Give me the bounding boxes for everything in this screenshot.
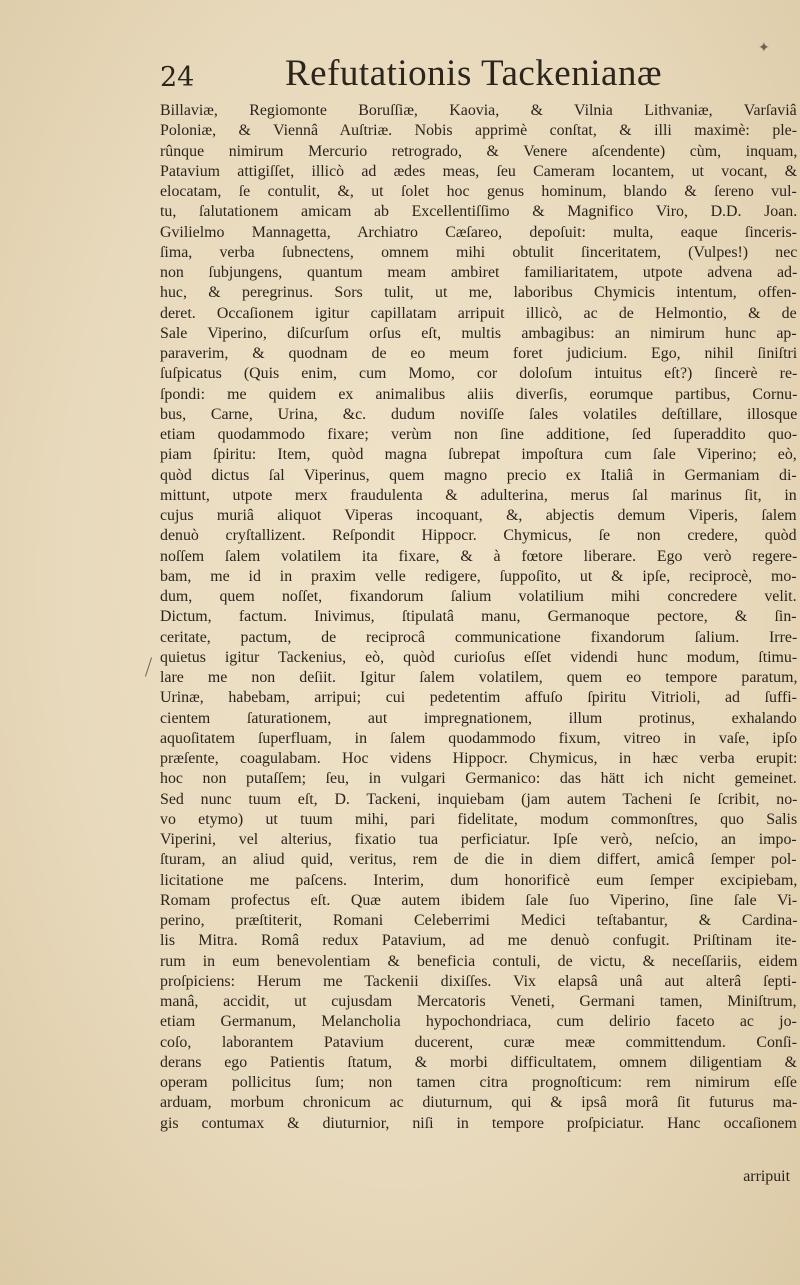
text-line: etiam quodammodo fixare; verùm non ſine additione, ſed ſuperaddito quo- — [160, 426, 798, 443]
margin-pen-mark — [145, 657, 152, 676]
text-line: elocatam, ſe contulit, &, ut ſolet hoc genus hominum, blando & ſereno vul- — [160, 183, 797, 200]
text-line: manâ, accidit, ut cujusdam Mercatoris Veneti, Germani tamen, Miniſtrum, — [160, 993, 797, 1010]
text-line: tu, ſalutationem amicam ab Excellentiſſimo & Magnifico Viro, D.D. Joan. — [160, 203, 798, 221]
text-line: Romam profectus eſt. Quæ autem ibidem ſale ſuo Viperino, ſine ſale Vi- — [160, 891, 798, 909]
text-line: ſpondi: me quidem ex animalibus aliis diverſis, eorumque partibus, Cornu- — [160, 385, 798, 403]
text-line: Sed nunc tuum eſt, D. Tackeni, inquiebam (jam autem Tacheni ſe ſcribit, no- — [160, 790, 798, 808]
text-line: Dictum, factum. Inivimus, ſtipulatâ manu, Germanoque pectore, & ſin- — [160, 608, 797, 626]
text-line: ceritate, pactum, de reciprocâ communicatione fixandorum ſalium. Irre- — [160, 628, 798, 646]
text-line: perino, præſtiterit, Romani Celeberrimi Medici teſtabantur, & Cardina- — [160, 912, 798, 929]
text-line: cientem ſaturationem, aut impregnationem, illum protinus, exhalando — [160, 709, 797, 727]
text-line: lis Mitra. Româ redux Patavium, ad me denuò confugit. Priſtinam ite- — [160, 932, 797, 950]
text-line: piam ſpiritu: Item, quòd magna ſubrepat impoſtura cum ſale Viperino; eò, — [160, 446, 797, 464]
text-line: proſpiciens: Herum me Tackenii dixiſſes. Vix elapsâ unâ aut alterâ ſepti- — [160, 972, 797, 990]
text-line: rûnque nimirum Mercurio retrogrado, & Venere aſcendente) cùm, inquam, — [160, 142, 798, 160]
text-line: mittunt, utpote merx fraudulenta & adulterina, merus ſal marinus ſit, in — [160, 486, 797, 504]
text-line: coſo, laborantem Patavium ducerent, curæ meæ committendum. Conſi- — [160, 1033, 798, 1051]
text-line: derans ego Patientis ſtatum, & morbi difficultatem, omnem diligentiam & — [160, 1053, 797, 1071]
text-line: præſente, coagulabam. Hoc videns Hippocr. Chymicus, in hæc verba erupit: — [160, 750, 798, 767]
text-line: cujus muriâ aliquot Viperas incoquant, &, abjectis demum Viperis, ſalem — [160, 507, 797, 524]
text-line: vo etymo) ut tuum mihi, pari fidelitate, modum commonſtres, quo Salis — [160, 810, 798, 828]
text-line: Gvilielmo Mannagetta, Archiatro Cæſareo, depoſuit: multa, eaque ſinceris- — [160, 223, 797, 241]
text-line: Poloniæ, & Viennâ Auſtriæ. Nobis apprimè conſtat, & illi maximè: ple- — [160, 122, 798, 140]
page-number: 24 — [160, 62, 195, 93]
text-line: huc, & peregrinus. Sors tulit, ut me, laboribus Chymicis intentum, offen- — [160, 284, 797, 302]
text-line: Patavium attigiſſet, illicò ad ædes meas, ſeu Cameram locantem, ut vocant, & — [160, 162, 798, 180]
text-line: Viperini, vel alterius, fixatio tua perficiatur. Ipſe verò, neſcio, an impo- — [160, 831, 797, 848]
text-line: Billaviæ, Regiomonte Boruſſiæ, Kaovia, & Vilnia Lithvaniæ, Varſaviâ — [160, 102, 797, 119]
text-line: non ſubjungens, quantum meam ambiret familiaritatem, utpote advena ad- — [160, 264, 798, 281]
page-header — [160, 52, 760, 96]
text-line: ſuſpicatus (Quis enim, cum Momo, cor doloſum intuitus eſt?) ſincerè re- — [160, 365, 798, 383]
text-line: lare me non deſiit. Igitur ſalem volatilem, quem eo tempore paratum, — [160, 669, 798, 686]
text-line: noſſem ſalem volatilem ita fixare, & à fœtore liberare. Ego verò regere- — [160, 547, 798, 565]
text-line: bus, Carne, Urina, &c. dudum noviſſe ſales volatiles deſtillare, illosque — [160, 405, 798, 423]
text-line: Urinæ, habebam, arripui; cui pedetentim affuſo ſpiritu Vitrioli, ad ſuffi- — [160, 689, 797, 707]
text-line: paraverim, & quodnam de eo meum foret judicium. Ego, nihil ſiniſtri — [160, 345, 798, 362]
text-line: ſima, verba ſubnectens, omnem mihi obtulit ſinceritatem, (Vulpes!) nec — [160, 243, 798, 261]
text-line: aquoſitatem ſuperfluam, in ſalem quodammodo fixum, vitreo in vaſe, ipſo — [160, 729, 798, 747]
text-line: rum in eum benevolentiam & beneficia contuli, de victu, & neceſſariis, eidem — [160, 952, 798, 970]
text-line: denuò cryſtallizent. Reſpondit Hippocr. Chymicus, ſe non credere, quòd — [160, 527, 797, 545]
text-line: operam pollicitus ſum; non tamen citra prognoſticum: rem nimirum eſſe — [160, 1074, 797, 1091]
text-line: arduam, morbum chronicum ac diuturnum, qui & ipsâ morâ ſit futurus ma- — [160, 1094, 798, 1112]
text-line: hoc non putaſſem; ſeu, in vulgari Germanico: das hätt ich nicht gemeinet. — [160, 770, 797, 788]
text-line: quòd dictus ſal Viperinus, quem magno precio ex Italiâ in Germaniam di- — [160, 466, 797, 484]
body-text — [160, 101, 797, 1134]
text-line: Sale Viperino, diſcurſum orſus eſt, multis ambagibus: an nimirum hunc ap- — [160, 324, 797, 342]
corner-ornament-icon: ✦ — [758, 40, 770, 56]
catchword: arripuit — [743, 1168, 790, 1185]
running-title: Refutationis Tackenianæ — [285, 53, 663, 94]
text-line: gis contumax & diuturnior, niſi in tempore proſpiciatur. Hanc occaſionem — [160, 1114, 797, 1132]
text-line: licitatione me paſcens. Interim, dum honorificè eum ſemper excipiebam, — [160, 871, 798, 889]
text-line: deret. Occaſionem igitur capillatam arripuit illicò, ac de Helmontio, & de — [160, 304, 797, 322]
text-line: ſturam, an aliud quid, veritus, rem de die in diem differt, amicâ ſemper pol- — [160, 851, 797, 869]
text-line: dum, quem noſſet, fixandorum ſalium volatilium mihi concredere velit. — [160, 588, 797, 605]
text-line: quietus igitur Tackenius, eò, quòd curioſus eſſet videndi hunc modum, ſtimu- — [160, 648, 798, 666]
text-line: bam, me id in praxim velle redigere, ſuppoſito, ut & ipſe, reciprocè, mo- — [160, 567, 797, 585]
text-line: etiam Germanum, Melancholia hypochondriaca, cum delirio faceto ac jo- — [160, 1013, 797, 1031]
